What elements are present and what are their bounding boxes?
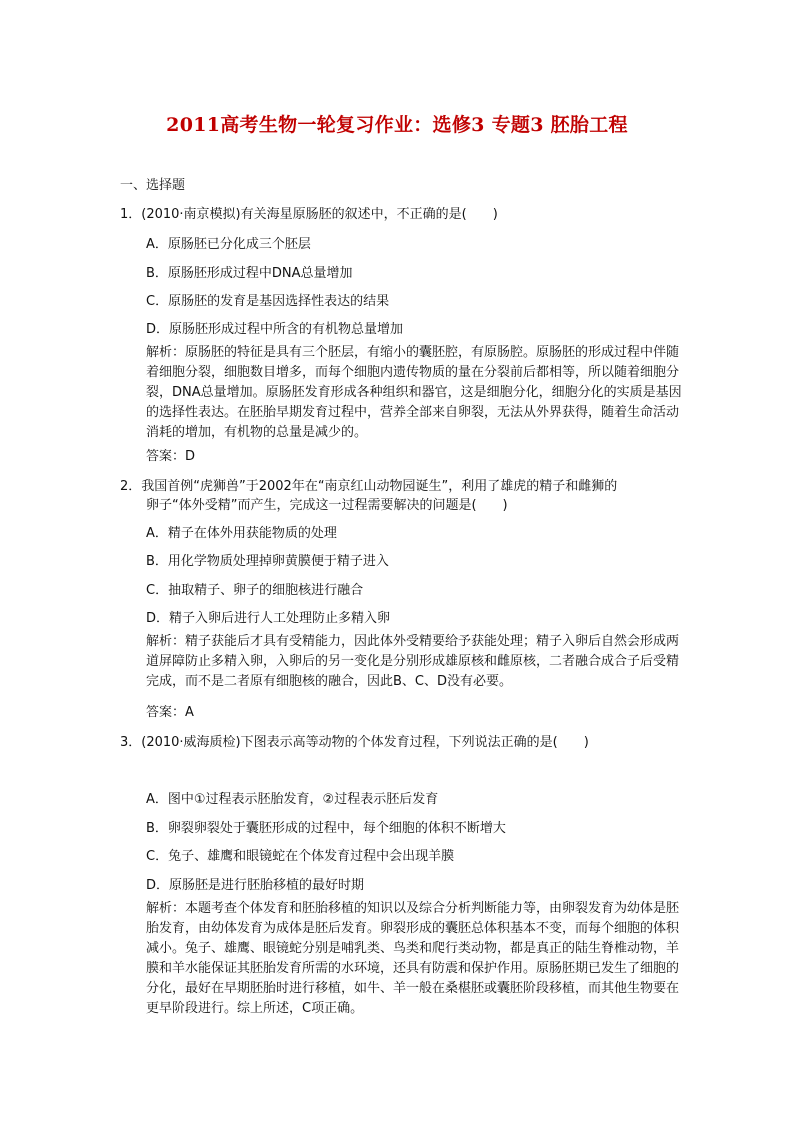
question-2-option-b: B．用化学物质处理掉卵黄膜便于精子进入: [146, 554, 389, 569]
question-1-explanation: 解析：原肠胚的特征是具有三个胚层，有缩小的囊胚腔，有原肠腔。原肠胚的形成过程中伴随着细胞分裂，细胞数目增多，而每个细胞内遗传物质的量在分裂前后都相等，所以随着细胞分裂，DNA总量增加。原肠胚发育形成各种组织和器官，这是细胞分化，细胞分化的实质是基因的选择性表达。在胚胎早期发育过程中，营养全部来自卵裂，无法从外界获得，随着生命活动消耗的增加，有机物的总量是减少的。: [146, 345, 682, 440]
question-2-explanation: 解析：精子获能后才具有受精能力，因此体外受精要给予获能处理；精子入卵后自然会形成两道屏障防止多精入卵，入卵后的另一变化是分别形成雄原核和雌原核，二者融合成合子后受精完成，而不是二者原有细胞核的融合，因此B、C、D没有必要。: [146, 634, 680, 689]
question-3-option-c: C．兔子、雄鹰和眼镜蛇在个体发育过程中会出现羊膜: [146, 849, 455, 864]
question-2-stem-line2: 卵子“体外受精”而产生，完成这一过程需要解决的问题是( ): [146, 498, 508, 513]
question-2-stem-line1: 2．我国首例“虎狮兽”于2002年在“南京红山动物园诞生”，利用了雄虎的精子和雌狮的: [120, 479, 618, 494]
question-3-option-b: B．卵裂卵裂处于囊胚形成的过程中，每个细胞的体积不断增大: [146, 821, 506, 836]
question-1-option-c: C．原肠胚的发育是基因选择性表达的结果: [146, 294, 390, 309]
question-2-option-c: C．抽取精子、卵子的细胞核进行融合: [146, 583, 364, 598]
section-heading: 一、选择题: [120, 178, 186, 193]
question-1-option-d: D．原肠胚形成过程中所含的有机物总量增加: [146, 322, 404, 337]
question-1-option-a: A．原肠胚已分化成三个胚层: [146, 237, 311, 252]
question-3-explanation: 解析：本题考查个体发育和胚胎移植的知识以及综合分析判断能力等，由卵裂发育为幼体是胚胎发育，由幼体发育为成体是胚后发育。卵裂形成的囊胚总体积基本不变，而每个细胞的体积减小。兔子、雄鹰、眼镜蛇分别是哺乳类、鸟类和爬行类动物，都是真正的陆生脊椎动物，羊膜和羊水能保证其胚胎发育所需的水环境，还具有防震和保护作用。原肠胚期已发生了细胞的分化，最好在早期胚胎时进行移植，如牛、羊一般在桑椹胚或囊胚阶段移植，而其他生物要在更早阶段进行。综上所述，C项正确。: [146, 901, 680, 1016]
question-3-option-d: D．原肠胚是进行胚胎移植的最好时期: [146, 878, 365, 893]
page-title: 2011高考生物一轮复习作业：选修3 专题3 胚胎工程: [166, 114, 628, 136]
question-3-option-a: A．图中①过程表示胚胎发育，②过程表示胚后发育: [146, 792, 439, 807]
question-2-option-d: D．精子入卵后进行人工处理防止多精入卵: [146, 611, 391, 626]
question-2-answer: 答案：A: [146, 705, 194, 720]
question-1-answer: 答案：D: [146, 449, 196, 464]
question-1-stem: 1．(2010·南京模拟)有关海星原肠胚的叙述中，不正确的是( ): [120, 207, 498, 222]
question-2-option-a: A．精子在体外用获能物质的处理: [146, 526, 337, 541]
question-3-stem: 3．(2010·威海质检)下图表示高等动物的个体发育过程，下列说法正确的是( ): [120, 735, 589, 750]
question-1-option-b: B．原肠胚形成过程中DNA总量增加: [146, 266, 353, 281]
